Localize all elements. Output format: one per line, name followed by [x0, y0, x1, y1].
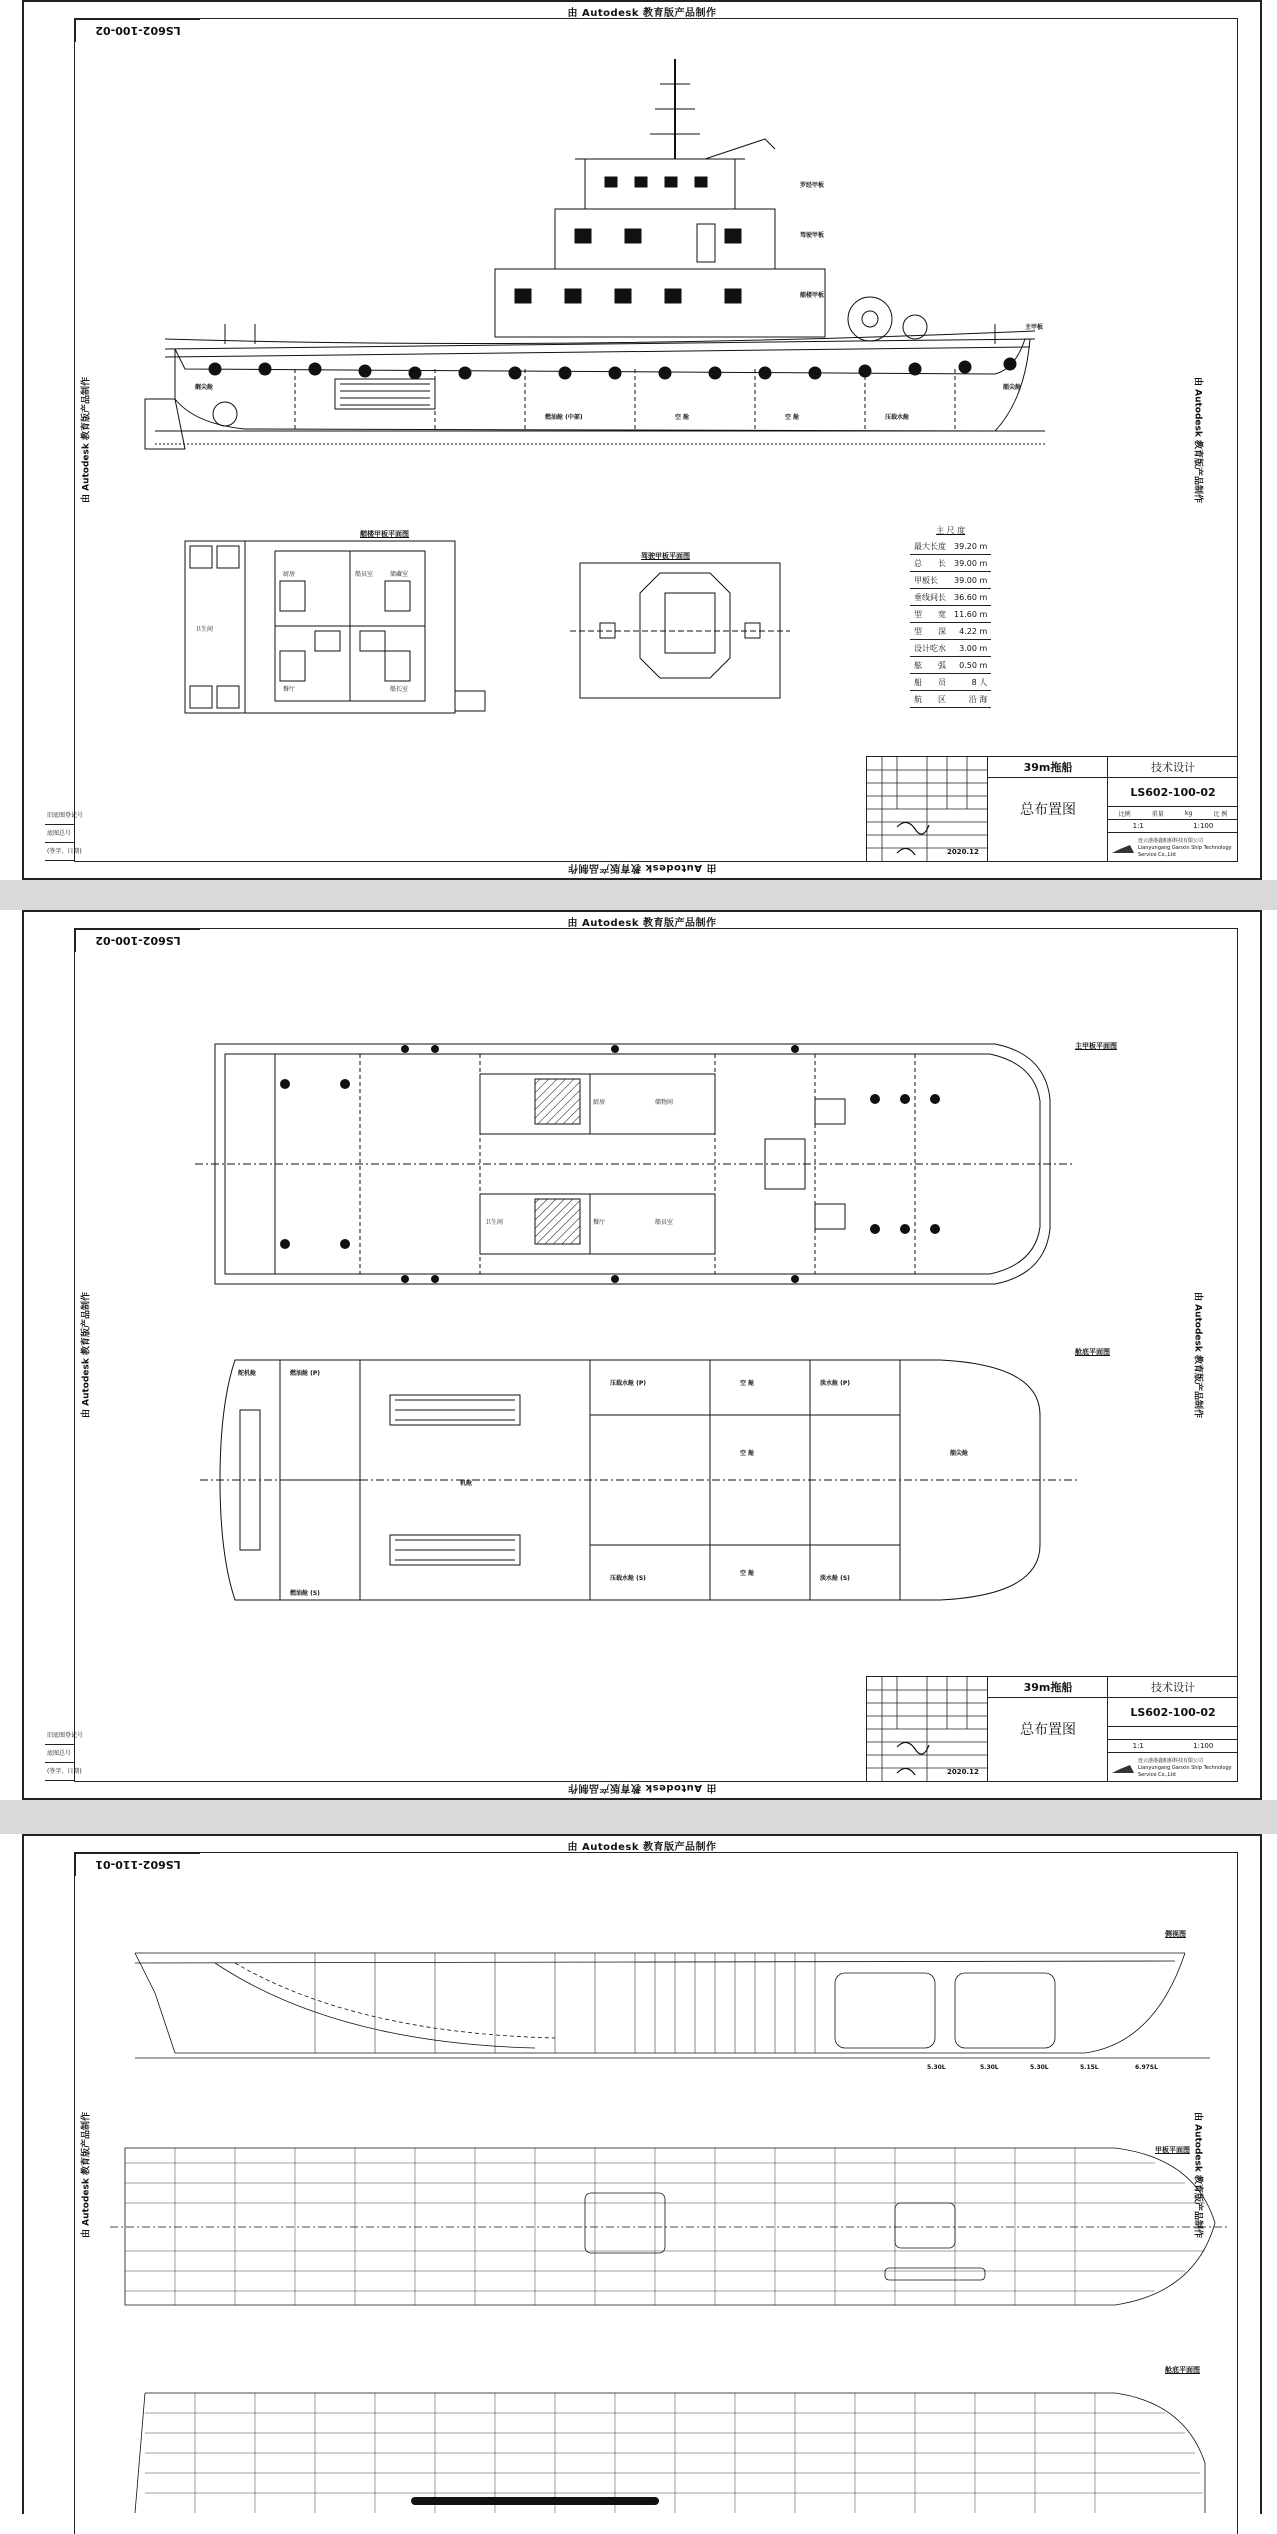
room-label: 储物间 [655, 1099, 674, 1106]
caption-bridge-plan: 驾驶甲板平面图 [641, 552, 690, 560]
table-row: 航 区 沿 海 [910, 691, 991, 708]
main-dimensions-table [910, 525, 991, 708]
watermark-bottom: 由 Autodesk 教育版产品制作 [567, 862, 717, 873]
tank-label: 空 舱 [740, 1380, 755, 1387]
table-row: 最大长度 39.20 m [910, 538, 991, 555]
title-block [866, 1676, 1237, 1781]
company-block [1108, 1753, 1238, 1783]
room-label: 餐厅 [593, 1219, 606, 1226]
room-label: 厨房 [593, 1099, 606, 1106]
watermark-left: 由 Autodesk 教育版产品制作 [81, 376, 92, 504]
watermark-left: 由 Autodesk 教育版产品制作 [81, 2111, 92, 2239]
tank-label: 空 舱 [740, 1450, 755, 1457]
watermark-bottom: 由 Autodesk 教育版产品制作 [567, 1782, 717, 1793]
tank-label: 艏尖舱 [950, 1450, 969, 1457]
watermark-top: 由 Autodesk 教育版产品制作 [567, 8, 717, 19]
stamp-box: (签字、日期) [45, 843, 75, 861]
left-stamp-boxes [45, 807, 84, 861]
company-name: 连云港港鑫船舶科技有限公司 [1138, 837, 1204, 844]
table-row: 总 长 39.00 m [910, 555, 991, 572]
room-label: 卫生间 [195, 626, 214, 633]
company-name: 连云港港鑫船舶科技有限公司 [1138, 1757, 1204, 1764]
title-block-right [1107, 757, 1238, 861]
drawing-sheet-1 [22, 0, 1262, 880]
watermark-top: 由 Autodesk 教育版产品制作 [567, 1842, 717, 1853]
project-name: 39m拖船 [988, 1677, 1108, 1698]
drawing-sheet-3 [22, 1834, 1262, 2514]
date-cell: 2020.12 [947, 848, 979, 856]
structure-deck-plan [115, 2143, 1235, 2313]
watermark-top: 由 Autodesk 教育版产品制作 [567, 918, 717, 929]
watermark-left: 由 Autodesk 教育版产品制作 [81, 1291, 92, 1419]
caption-tank-plan: 舱底平面图 [1075, 1348, 1110, 1356]
stamp-box: 旧底图登记号 [45, 1727, 75, 1745]
ship-profile-drawing [165, 39, 1065, 459]
label-fuel: 燃油舱 (中部) [545, 414, 583, 421]
label-void: 空 舱 [675, 414, 690, 421]
label-aft-peak: 艉尖舱 [195, 384, 214, 391]
company-name-en: Lianyungang Ganxin Ship Technology Service Co.,Ltd [1138, 1764, 1232, 1778]
design-stage: 技术设计 [1108, 757, 1238, 778]
drawing-frame [47, 18, 1238, 862]
caption-main-deck: 主甲板平面图 [1075, 1042, 1117, 1050]
company-block [1108, 833, 1238, 863]
stamp-box: (签字、日期) [45, 1763, 75, 1781]
caption-forecastle-plan: 艏楼甲板平面图 [360, 530, 409, 538]
left-stamp-boxes [45, 1727, 84, 1781]
label-bridge-deck: 驾驶甲板 [800, 232, 825, 239]
watermark-right: 由 Autodesk 教育版产品制作 [1192, 376, 1203, 504]
main-deck-plan [215, 1039, 1055, 1289]
bridge-deck-plan [580, 563, 785, 703]
structure-bottom-plan [135, 2383, 1215, 2513]
company-name-en: Lianyungang Ganxin Ship Technology Service Co.,Ltd [1138, 844, 1232, 858]
main-dims-title: 主 尺 度 [936, 526, 966, 535]
drawing-name: 总布置图 [1020, 1722, 1076, 1738]
table-row: 船 员 8 人 [910, 674, 991, 691]
label-void: 空 舱 [785, 414, 800, 421]
room-label: 储藏室 [390, 571, 409, 578]
table-row: 舷 弧 0.50 m [910, 657, 991, 674]
stamp-box: 底图总号 [45, 825, 75, 843]
title-block-grid [867, 1677, 987, 1781]
room-label: 船长室 [390, 686, 409, 693]
room-label: 餐厅 [283, 686, 296, 693]
caption-side-view: 侧视图 [1165, 1930, 1186, 1938]
scale-values: 1:1 1:100 [1108, 820, 1238, 833]
company-logo-icon [1112, 841, 1134, 855]
drawing-number: LS602-100-02 [75, 19, 200, 42]
drawing-sheet-2 [22, 910, 1262, 1800]
tank-label: 压载水舱 (P) [610, 1380, 646, 1387]
project-name: 39m拖船 [988, 757, 1108, 778]
tank-label: 舵机舱 [238, 1370, 257, 1377]
drawing-frame [74, 1852, 1238, 2534]
table-row: 垂线间长 36.60 m [910, 589, 991, 606]
drawing-number: LS602-110-01 [75, 1853, 200, 1876]
table-row: 设计吃水 3.00 m [910, 640, 991, 657]
table-row: 型 深 4.22 m [910, 623, 991, 640]
drawing-number: LS602-100-02 [75, 929, 200, 952]
label-fore-peak: 艏尖舱 [1003, 384, 1022, 391]
scale-headers: 比例 重量 kg 比 例 [1108, 807, 1238, 820]
tank-top-plan [220, 1355, 1060, 1605]
stamp-box: 底图总号 [45, 1745, 75, 1763]
drawing-name: 总布置图 [1020, 802, 1076, 818]
drawing-code: LS602-100-02 [1108, 778, 1238, 807]
tank-label: 空 舱 [740, 1570, 755, 1577]
watermark-right: 由 Autodesk 教育版产品制作 [1192, 1291, 1203, 1419]
title-block [866, 756, 1237, 861]
label-compass-deck: 罗经甲板 [800, 182, 825, 189]
label-ballast: 压载水舱 [885, 414, 910, 421]
scale-values: 1:1 1:100 [1108, 1740, 1238, 1753]
title-block-mid [987, 757, 1108, 861]
dim-note: 5.15L [1080, 2064, 1099, 2071]
stamp-box: 旧底图登记号 [45, 807, 75, 825]
dim-note: 5.30L [1030, 2064, 1049, 2071]
drawing-frame [47, 928, 1238, 1782]
room-label: 厨房 [283, 571, 296, 578]
title-block-mid [987, 1677, 1108, 1781]
company-logo-icon [1112, 1761, 1134, 1775]
room-label: 船员室 [655, 1219, 674, 1226]
dim-note: 6.97SL [1135, 2064, 1158, 2071]
caption-deck-plan: 甲板平面图 [1155, 2146, 1190, 2154]
drawing-code: LS602-100-02 [1108, 1698, 1238, 1727]
title-block-grid [867, 757, 987, 861]
tank-label: 淡水舱 (S) [820, 1575, 850, 1582]
dim-note: 5.30L [980, 2064, 999, 2071]
structure-side-view [135, 1933, 1215, 2093]
dim-note: 5.30L [927, 2064, 946, 2071]
tank-label: 燃油舱 (P) [290, 1370, 320, 1377]
sheet-gap [0, 1800, 1277, 1834]
table-row: 型 宽 11.60 m [910, 606, 991, 623]
room-label: 卫生间 [485, 1219, 504, 1226]
tank-label: 压载水舱 (S) [610, 1575, 646, 1582]
caption-bottom-plan: 舱底平面图 [1165, 2366, 1200, 2374]
tank-label: 燃油舱 (S) [290, 1590, 320, 1597]
label-main-deck: 主甲板 [1025, 324, 1044, 331]
watermark-right: 由 Autodesk 教育版产品制作 [1192, 2111, 1203, 2239]
sheet-gap [0, 880, 1277, 910]
title-block-right [1107, 1677, 1238, 1781]
forecastle-deck-plan [185, 541, 485, 721]
label-forecastle-deck: 艏楼甲板 [800, 292, 825, 299]
design-stage: 技术设计 [1108, 1677, 1238, 1698]
scale-headers [1108, 1727, 1238, 1740]
tank-label: 淡水舱 (P) [820, 1380, 850, 1387]
table-row: 甲板长 39.00 m [910, 572, 991, 589]
tank-label: 机舱 [460, 1480, 473, 1487]
date-cell: 2020.12 [947, 1768, 979, 1776]
room-label: 船员室 [355, 571, 374, 578]
